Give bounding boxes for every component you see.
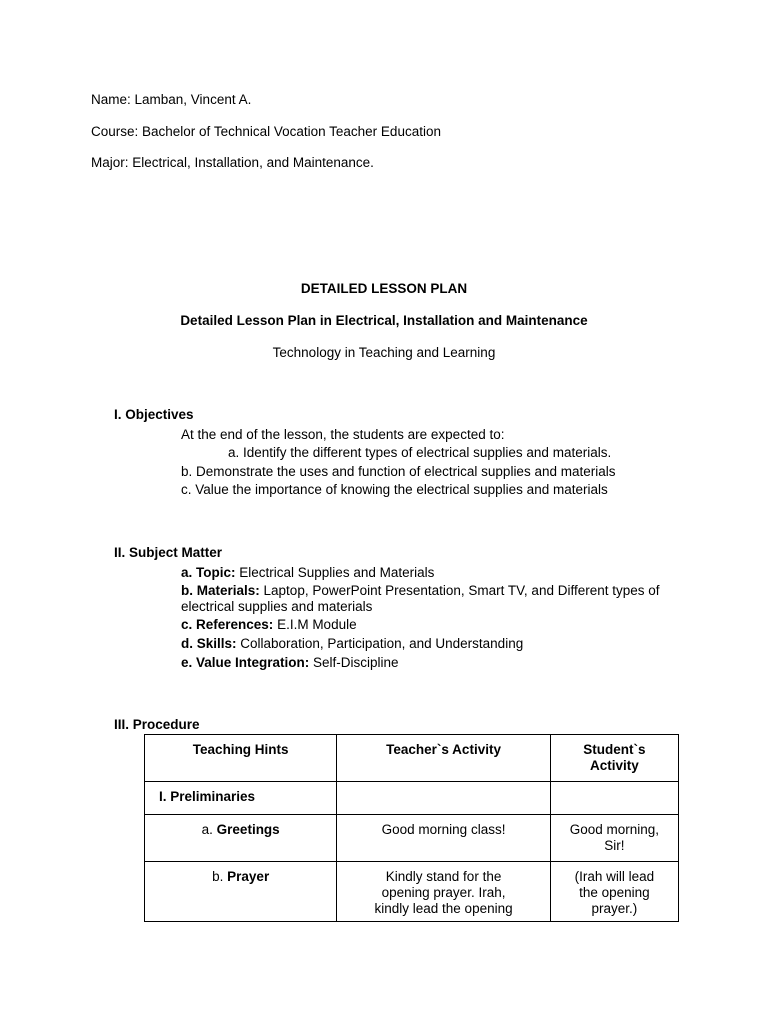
student-activity-cell xyxy=(550,782,678,815)
teaching-hint-cell xyxy=(145,782,337,815)
subject-item-label: d. Skills: xyxy=(181,636,237,651)
teacher-activity-text: Good morning class! xyxy=(381,822,506,837)
procedure-heading: III. Procedure xyxy=(114,717,200,732)
teaching-hint-prefix: a. xyxy=(201,822,217,837)
student-activity-text: prayer.) xyxy=(591,901,638,916)
document-title: DETAILED LESSON PLAN xyxy=(300,281,468,296)
subject-item-value: Electrical Supplies and Materials xyxy=(235,565,435,580)
table-row xyxy=(145,862,679,922)
student-activity-text: (Irah will lead xyxy=(574,869,655,884)
subject-item-value: Collaboration, Participation, and Understanding xyxy=(236,636,524,651)
column-header-label: Teacher`s Activity xyxy=(386,742,501,757)
subject-title: Technology in Teaching and Learning xyxy=(272,345,496,360)
objective-item: b. Demonstrate the uses and function of electrical supplies and materials xyxy=(181,464,616,479)
student-name: Name: Lamban, Vincent A. xyxy=(91,92,252,107)
student-activity-cell xyxy=(550,862,678,922)
subject-item-label: b. Materials: xyxy=(181,583,260,598)
table-row xyxy=(145,782,679,815)
teacher-activity-cell xyxy=(337,782,550,815)
table-row xyxy=(145,815,679,862)
subject-item-label: a. Topic: xyxy=(181,565,236,580)
teaching-hint-label: I. Preliminaries xyxy=(159,789,256,804)
teaching-hint-label: Greetings xyxy=(216,822,280,837)
column-header-label: Student`s xyxy=(583,742,646,757)
objectives-heading: I. Objectives xyxy=(114,407,194,422)
student-activity-text: Good morning, xyxy=(569,822,660,837)
major-line: Major: Electrical, Installation, and Maintenance. xyxy=(91,155,374,170)
subject-item-label: e. Value Integration: xyxy=(181,655,310,670)
subject-item-materials xyxy=(181,583,660,599)
teacher-activity-text: Kindly stand for the xyxy=(385,869,502,884)
objective-item: c. Value the importance of knowing the electrical supplies and materials xyxy=(181,482,608,497)
subject-item-label: c. References: xyxy=(181,617,274,632)
teaching-hint xyxy=(145,815,336,838)
subject-item-value: Laptop, PowerPoint Presentation, Smart TV, and Different types of xyxy=(259,583,660,598)
teacher-activity-text: opening prayer. Irah, xyxy=(381,885,506,900)
teacher-activity-cell xyxy=(337,862,550,922)
column-header-label: Activity xyxy=(589,758,639,773)
column-header-student-activity xyxy=(550,735,678,782)
teaching-hint-cell xyxy=(145,862,337,922)
objective-item: a. Identify the different types of electrical supplies and materials. xyxy=(228,445,612,460)
teacher-activity-cell xyxy=(337,815,550,862)
subject-item-value-integration xyxy=(181,655,399,671)
teaching-hint-label: Prayer xyxy=(227,869,270,884)
subject-item-value: E.I.M Module xyxy=(273,617,357,632)
subject-item-materials-cont: electrical supplies and materials xyxy=(181,599,373,614)
column-header-label: Teaching Hints xyxy=(192,742,289,757)
subject-matter-heading: II. Subject Matter xyxy=(114,545,223,560)
course-line: Course: Bachelor of Technical Vocation Teacher Education xyxy=(91,124,441,139)
column-header-teacher-activity xyxy=(337,735,550,782)
subject-item-references xyxy=(181,617,357,633)
teaching-hint-cell xyxy=(145,815,337,862)
teaching-hint xyxy=(145,862,336,885)
student-activity-text: the opening xyxy=(579,885,650,900)
subject-item-value: Self-Discipline xyxy=(309,655,399,670)
teaching-hint-prefix: b. xyxy=(212,869,228,884)
document-subtitle: Detailed Lesson Plan in Electrical, Installation and Maintenance xyxy=(180,313,588,328)
student-activity-text: Sir! xyxy=(604,838,625,853)
student-activity-cell xyxy=(550,815,678,862)
table-header-row xyxy=(145,735,679,782)
teacher-activity-text: kindly lead the opening xyxy=(374,901,513,916)
subject-item-skills xyxy=(181,636,523,652)
subject-item-topic xyxy=(181,565,434,581)
procedure-table xyxy=(144,734,679,922)
column-header-teaching-hints xyxy=(145,735,337,782)
objectives-intro: At the end of the lesson, the students are expected to: xyxy=(181,427,505,442)
